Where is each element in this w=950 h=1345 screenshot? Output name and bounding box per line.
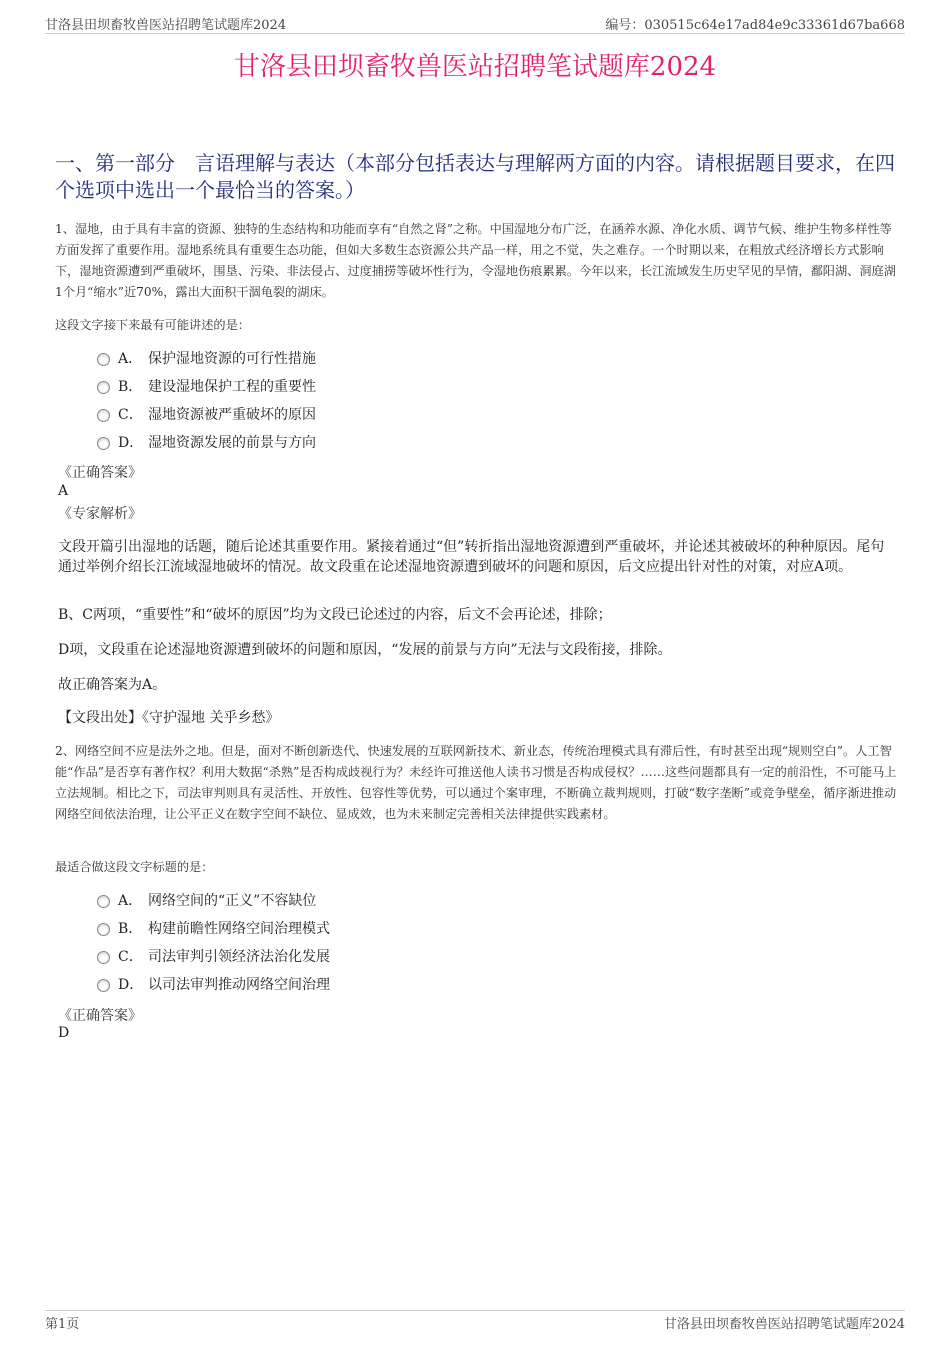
question-2-option-d[interactable]: D． 以司法审判推动网络空间治理 (97, 975, 330, 995)
header-divider (45, 33, 905, 34)
question-1-analysis-label: 《专家解析》 (58, 506, 142, 522)
question-1-option-b[interactable]: B． 建设湿地保护工程的重要性 (97, 377, 316, 397)
question-2-option-c[interactable]: C． 司法审判引领经济法治化发展 (97, 947, 330, 967)
document-title: 甘洛县田坝畜牧兽医站招聘笔试题库2024 (233, 52, 717, 82)
question-2-option-a[interactable]: A． 网络空间的“正义”不容缺位 (97, 891, 316, 911)
question-1-option-d[interactable]: D． 湿地资源发展的前景与方向 (97, 433, 316, 453)
question-1-answer-label: 《正确答案》 (58, 465, 142, 481)
header-doc-number: 编号：030515c64e17ad84e9c33361d67ba668 (605, 18, 905, 33)
section-heading: 一、第一部分 言语理解与表达（本部分包括表达与理解两方面的内容。请根据题目要求，在四个选项中选出一个最恰当的答案。） (55, 151, 895, 202)
radio-icon[interactable] (97, 923, 110, 936)
question-2-prompt: 最适合做这段文字标题的是： (55, 860, 214, 874)
analysis-paragraph: D项，文段重在论述湿地资源遭到破坏的问题和原因，“发展的前景与方向”无法与文段衔接，排除。 (58, 642, 672, 658)
radio-icon[interactable] (97, 437, 110, 450)
radio-icon[interactable] (97, 409, 110, 422)
analysis-paragraph: 文段开篇引出湿地的话题，随后论述其重要作用。紧接着通过“但”转折指出湿地资源遭到严重破坏，并论述其被破坏的种种原因。尾句通过举例介绍长江流域湿地破坏的情况。故文段重在论述湿地资源遭到破坏的问题和原因，后文应提出针对性的对策，对应A项。 (58, 539, 885, 575)
question-2-answer-label: 《正确答案》 (58, 1008, 142, 1024)
question-2-option-b[interactable]: B． 构建前瞻性网络空间治理模式 (97, 919, 330, 939)
radio-icon[interactable] (97, 979, 110, 992)
footer-divider (45, 1310, 905, 1311)
header-title: 甘洛县田坝畜牧兽医站招聘笔试题库2024 (45, 18, 287, 33)
radio-icon[interactable] (97, 895, 110, 908)
radio-icon[interactable] (97, 381, 110, 394)
radio-icon[interactable] (97, 353, 110, 366)
radio-icon[interactable] (97, 951, 110, 964)
footer-title: 甘洛县田坝畜牧兽医站招聘笔试题库2024 (663, 1317, 905, 1332)
question-1-passage: 1、湿地，由于具有丰富的资源、独特的生态结构和功能而享有“自然之肾”之称。中国湿地分布广泛，在涵养水源、净化水质、调节气候、维护生物多样性等方面发挥了重要作用。湿地系统具有重要生态功能，但如大多数生态资源公共产品一样，用之不觉，失之难存。一个时期以来，在粗放式经济增长方式影响下，湿地资源遭到严重破坏，围垦、污染、非法侵占、过度捕捞等破坏性行为，令湿地伤痕累累。今年以来，长江流域发生历史罕见的旱情，鄱阳湖、洞庭湖1个月“缩水”近70%，露出大面积干涸龟裂的湖床。 (55, 222, 896, 299)
question-1-option-a[interactable]: A． 保护湿地资源的可行性措施 (97, 349, 316, 369)
analysis-paragraph: B、C两项，“重要性”和“破坏的原因”均为文段已论述过的内容，后文不会再论述，排除； (58, 607, 612, 623)
analysis-conclusion: 故正确答案为A。 (58, 677, 167, 693)
question-1-option-c[interactable]: C． 湿地资源被严重破坏的原因 (97, 405, 316, 425)
question-2-passage: 2、网络空间不应是法外之地。但是，面对不断创新迭代、快速发展的互联网新技术、新业态，传统治理模式具有滞后性，有时甚至出现“规则空白”。人工智能“作品”是否享有著作权？利用大数据“杀熟”是否构成歧视行为？未经许可推送他人读书习惯是否构成侵权？……这些问题都具有一定的前沿性，不可能马上立法规制。相比之下，司法审判则具有灵活性、开放性、包容性等优势，可以通过个案审理，不断确立裁判规则，打破“数字垄断”或竞争壁垒，循序渐进推动网络空间依法治理，让公平正义在数字空间不缺位、显成效，也为未来制定完善相关法律提供实践素材。 (55, 744, 897, 821)
question-1-answer: A (58, 483, 69, 499)
question-1-prompt: 这段文字接下来最有可能讲述的是： (55, 318, 250, 332)
question-2-answer: D (58, 1025, 70, 1041)
passage-source: 【文段出处】《守护湿地 关乎乡愁》 (58, 710, 280, 726)
page-number: 第1页 (45, 1317, 80, 1332)
